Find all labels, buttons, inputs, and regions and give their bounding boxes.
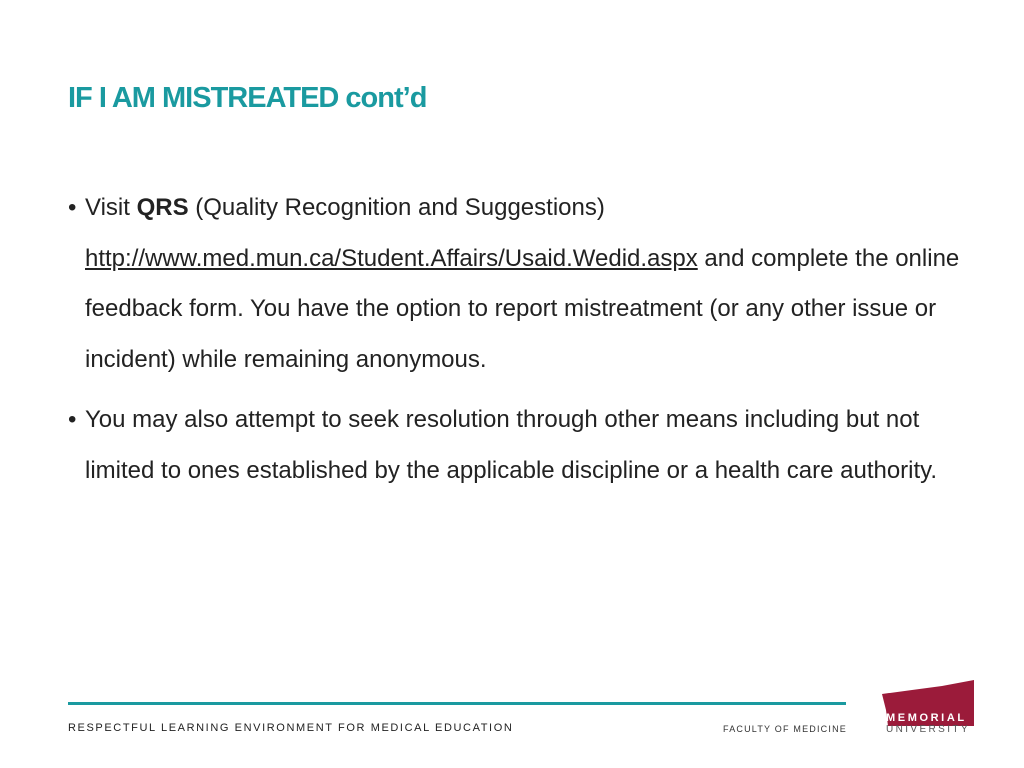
footer-faculty: FACULTY OF MEDICINE	[723, 724, 847, 734]
bullet-resolution	[68, 395, 968, 496]
slide-title: IF I AM MISTREATED cont’d	[68, 82, 427, 114]
qrs-bold: QRS	[136, 194, 189, 221]
footer-program-title: RESPECTFUL LEARNING ENVIRONMENT FOR MEDICAL EDUCATION	[68, 722, 514, 734]
qrs-link[interactable]: http://www.med.mun.ca/Student.Affairs/Usaid.Wedid.aspx	[85, 244, 698, 272]
bullet-qrs	[68, 183, 968, 385]
bullet-text: You may also attempt to seek resolution through other means including but not limited to ones established by the applicable discipline or a health care authority.	[85, 406, 938, 484]
logo-line1: MEMORIAL	[886, 712, 967, 724]
slide-content	[68, 183, 968, 506]
footer-divider	[68, 702, 846, 705]
memorial-university-logo	[882, 680, 974, 736]
bullet-marker: •	[68, 406, 77, 433]
bullet-text: (Quality Recognition and Suggestions)	[188, 194, 605, 221]
bullet-text: and complete the online feedback form. You have the option to report mistreatment (or any other issue or incident) while remaining anonymous.	[85, 244, 960, 373]
bullet-marker: •	[68, 194, 77, 221]
bullet-text: Visit	[85, 194, 137, 221]
logo-line2: UNIVERSITY	[886, 724, 971, 735]
